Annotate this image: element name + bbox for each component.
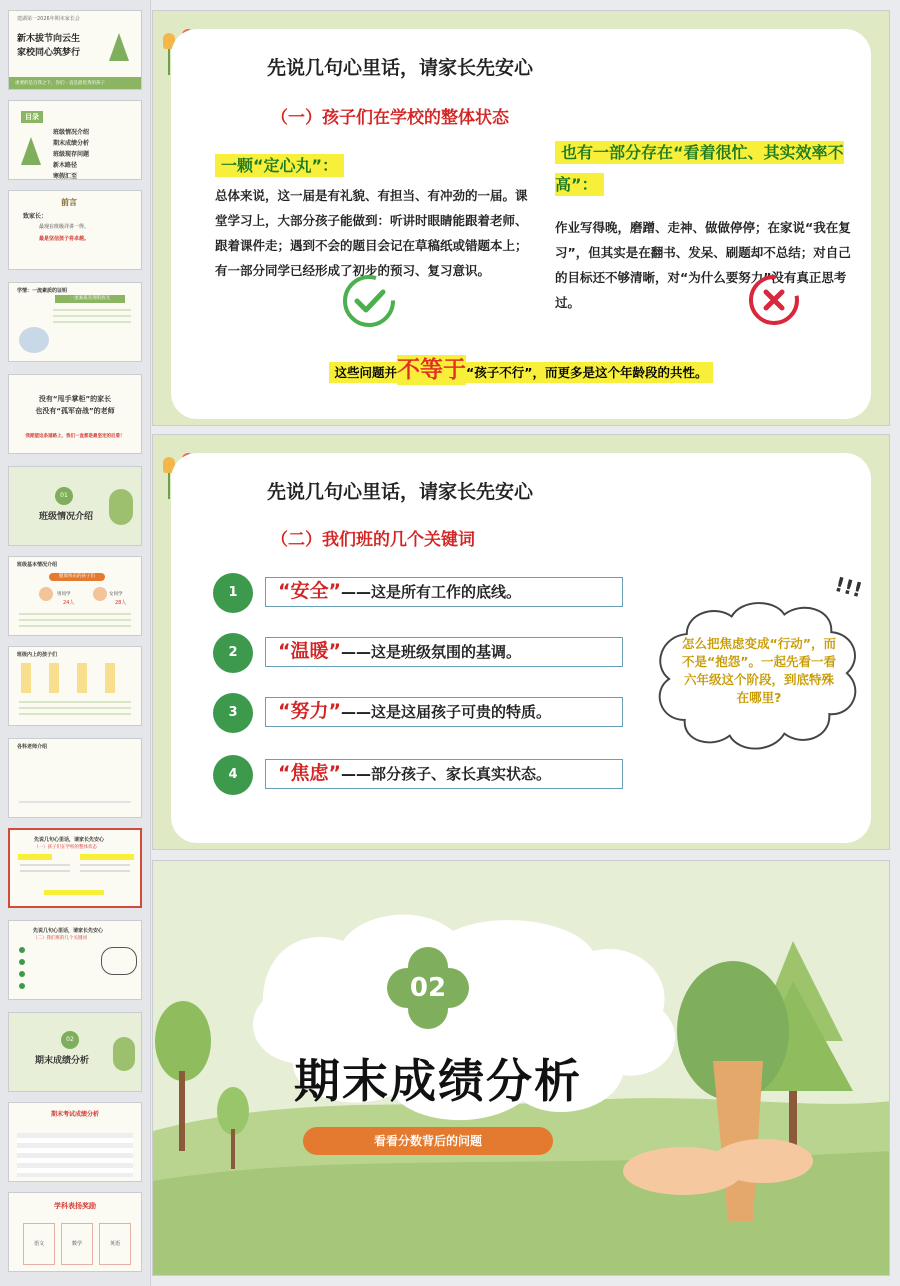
thumb-label: 班级基本情况介绍 (17, 562, 58, 568)
thumb-text: 致家长： (23, 213, 48, 220)
thumb-label: 目录 (21, 111, 43, 123)
slide-preview-3[interactable] (152, 860, 890, 1276)
keyword-box (265, 697, 623, 727)
thumb-photo (19, 327, 49, 353)
keyword: “努力” (278, 700, 341, 722)
thumb-header: 建湖第一2026年期末家长会 (17, 16, 80, 22)
keyword-row (213, 691, 633, 741)
content-card (171, 453, 871, 843)
thumb-line (19, 613, 131, 615)
keyword-desc: ——部分孩子、家长真实状态。 (340, 765, 551, 783)
keyword-dot (19, 983, 25, 989)
section-title: 期末成绩分析 (294, 1054, 582, 1108)
thumb-text: 男同学 (57, 592, 71, 597)
tree-icon (109, 33, 129, 61)
slide-thumbnail-6[interactable] (8, 466, 142, 546)
keyword-number: 1 (213, 573, 253, 613)
thumb-footer-text: 重要的是自我之下，你们一直是最优秀的孩子 (15, 81, 105, 86)
right-paragraph: 作业写得晚，磨蹭、走神、做做停停；在家说“我在复习”，但其实是在翻书、发呆、刷题却不总结；对自己的目标还不够清晰，对“为什么要努力”没有真正思考过。 (555, 220, 851, 310)
thumb-text: 24人 (63, 600, 75, 606)
stem (168, 45, 170, 75)
keyword-box (265, 759, 623, 789)
left-paragraph: 总体来说，这一届是有礼貌、有担当、有冲劲的一届。课堂学习上，大部分孩子能做到：听讲时眼睛能跟着老师、跟着课件走；遇到不会的题目会记在草稿纸或错题本上；有一部分同学已经形成了初步的预习、复习意识。 (215, 188, 528, 278)
slide-header: 先说几句心里话，请家长先安心 (267, 57, 534, 79)
keyword: “焦虑” (278, 762, 341, 784)
toc-item: 班级现存问题 (53, 151, 90, 158)
thumb-number: 01 (55, 487, 73, 505)
keyword: “温暖” (278, 640, 341, 662)
right-heading (555, 137, 855, 201)
keyword-box (265, 577, 623, 607)
thumb-label: 前言 (61, 198, 77, 207)
keyword-desc: ——这是所有工作的底线。 (340, 583, 521, 601)
slide-thumbnail-4[interactable] (8, 282, 142, 362)
keyword-number: 4 (213, 755, 253, 795)
keyword-dot (19, 959, 25, 965)
left-heading (215, 153, 344, 176)
thumb-line (80, 864, 130, 866)
slide-thumbnail-8[interactable] (8, 646, 142, 726)
thumb-highlight (80, 854, 134, 860)
keyword-row (213, 631, 633, 681)
left-heading-text: 一颗“定心丸”： (215, 154, 344, 177)
slide-thumbnail-11[interactable] (8, 920, 142, 1000)
tree-icon (21, 137, 41, 165)
slide-thumbnail-12[interactable] (8, 1012, 142, 1092)
slide-thumbnail-14[interactable] (8, 1192, 142, 1272)
keyword-dot (19, 947, 25, 953)
slide-thumbnail-3[interactable] (8, 190, 142, 270)
thumb-line (53, 321, 131, 323)
thumb-medals (21, 663, 131, 693)
thumb-text: 女同学 (109, 592, 123, 597)
cross-icon (747, 273, 801, 327)
section-subtitle-pill: 看看分数背后的问题 (303, 1127, 553, 1155)
section-number: 02 (409, 973, 447, 1003)
thumb-text: 一流素质育理的底光 (55, 295, 125, 303)
bottom-note-post: “孩子不行”，而更多是这个年龄段的共性。 (466, 362, 713, 383)
thumb-label: 期末考试成绩分析 (50, 1111, 99, 1118)
thumb-line (53, 309, 131, 311)
slide-thumbnail-13[interactable] (8, 1102, 142, 1182)
slide-preview-2[interactable] (152, 434, 890, 850)
toc-item: 期末成绩分析 (53, 140, 90, 147)
thumb-card: 语文 (23, 1223, 55, 1265)
thumb-card: 英语 (99, 1223, 131, 1265)
cloud-text: 怎么把焦虑变成“行动”，而不是“抱怨”。一起先看一看六年级这个阶段，到底特殊在哪里? (682, 636, 836, 705)
stem (168, 469, 170, 499)
thumb-text: 没有“甩手掌柜”的家长 (38, 395, 112, 403)
thumb-title-line2: 家校同心筑梦行 (17, 48, 81, 58)
thumb-text: （一）孩子们在学校的整体状态 (34, 845, 97, 850)
thumb-label: 先说几句心里话，请家长先安心 (34, 837, 105, 843)
thumb-footer-bar (9, 77, 141, 89)
keyword: “安全” (278, 580, 341, 602)
girl-avatar (93, 587, 107, 601)
thumb-label: 学情：一流素质的证明 (17, 288, 68, 294)
slide-thumbnail-1[interactable] (8, 10, 142, 90)
slide-header: 先说几句心里话，请家长先安心 (267, 481, 534, 503)
right-heading-text: 也有一部分存在“看着很忙、其实效率不高”： (555, 143, 844, 194)
thumb-card: 数学 (61, 1223, 93, 1265)
thumb-text: 28人 (115, 600, 127, 606)
slide-preview-1[interactable] (152, 10, 890, 426)
exclamation-marks: !!! (832, 571, 866, 603)
tree-icon (109, 489, 133, 525)
slide-thumbnail-2[interactable] (8, 100, 142, 180)
bottom-note-emphasis: 不等于 (397, 357, 467, 383)
thumb-label: 先说几句心里话，请家长先安心 (33, 928, 104, 934)
slide-thumbnail-7[interactable] (8, 556, 142, 636)
thought-cloud (101, 947, 137, 975)
thumb-text: 健康快乐的孩子们 (49, 573, 105, 581)
slide-thumbnail-5[interactable] (8, 374, 142, 454)
slide-thumbnail-9[interactable] (8, 738, 142, 818)
keyword-row (213, 753, 633, 803)
slide-subtitle: （一）孩子们在学校的整体状态 (271, 108, 509, 128)
thumb-line (19, 801, 131, 803)
thumb-line (19, 625, 131, 627)
bottom-note-pre: 这些问题并 (329, 362, 398, 383)
thumb-line (19, 713, 131, 715)
thumb-highlight (18, 854, 52, 860)
thumb-toc-list (53, 127, 89, 180)
slide-thumbnail-10[interactable] (8, 828, 142, 908)
thumb-label: 班级情况介绍 (39, 512, 94, 522)
keyword-row (213, 571, 633, 621)
keyword-desc: ——这是班级氛围的基调。 (340, 643, 521, 661)
thumb-text: 我期望这条道路上，我们一直都是最坚定的后盾！ (25, 434, 125, 439)
thumb-text: 最是坚信孩子将卓越。 (39, 236, 90, 242)
thumb-label: 期末成绩分析 (35, 1056, 90, 1066)
thumb-number: 02 (61, 1031, 79, 1049)
boy-avatar (39, 587, 53, 601)
content-card (171, 29, 871, 419)
thumb-label: 学科表扬奖励 (54, 1202, 96, 1210)
toc-item: 班级情况介绍 (53, 129, 90, 136)
thumb-line (20, 870, 70, 872)
thumb-table (17, 1133, 133, 1177)
thumb-line (19, 707, 131, 709)
keyword-dot (19, 971, 25, 977)
thumb-text: 也没有“孤军奋战”的老师 (35, 407, 115, 415)
thumb-highlight (44, 890, 104, 895)
toc-item: 新木路径 (53, 162, 78, 169)
tree-icon (113, 1037, 135, 1071)
keyword-box (265, 637, 623, 667)
thumb-title-line1: 新木拔节向云生 (17, 34, 81, 44)
bottom-note (171, 351, 871, 384)
thumb-line (19, 619, 131, 621)
keyword-number: 2 (213, 633, 253, 673)
thumb-label: 各科老师介绍 (17, 744, 48, 750)
slide-thumbnail-panel (0, 0, 151, 1286)
thumb-line (53, 315, 131, 317)
thumb-line (19, 701, 131, 703)
thumb-line (20, 864, 70, 866)
thumb-text: 最现在班级详讲一得。 (39, 224, 90, 230)
toc-item: 寒假汇至 (53, 173, 78, 180)
thumb-text: （二）我们班的几个关键词 (33, 936, 87, 941)
thumb-label: 班级内上的孩子们 (17, 652, 58, 658)
keyword-desc: ——这是这届孩子可贵的特质。 (340, 703, 551, 721)
slide-subtitle: （二）我们班的几个关键词 (271, 530, 475, 550)
thumb-line (80, 870, 130, 872)
check-icon (341, 273, 397, 329)
keyword-number: 3 (213, 693, 253, 733)
